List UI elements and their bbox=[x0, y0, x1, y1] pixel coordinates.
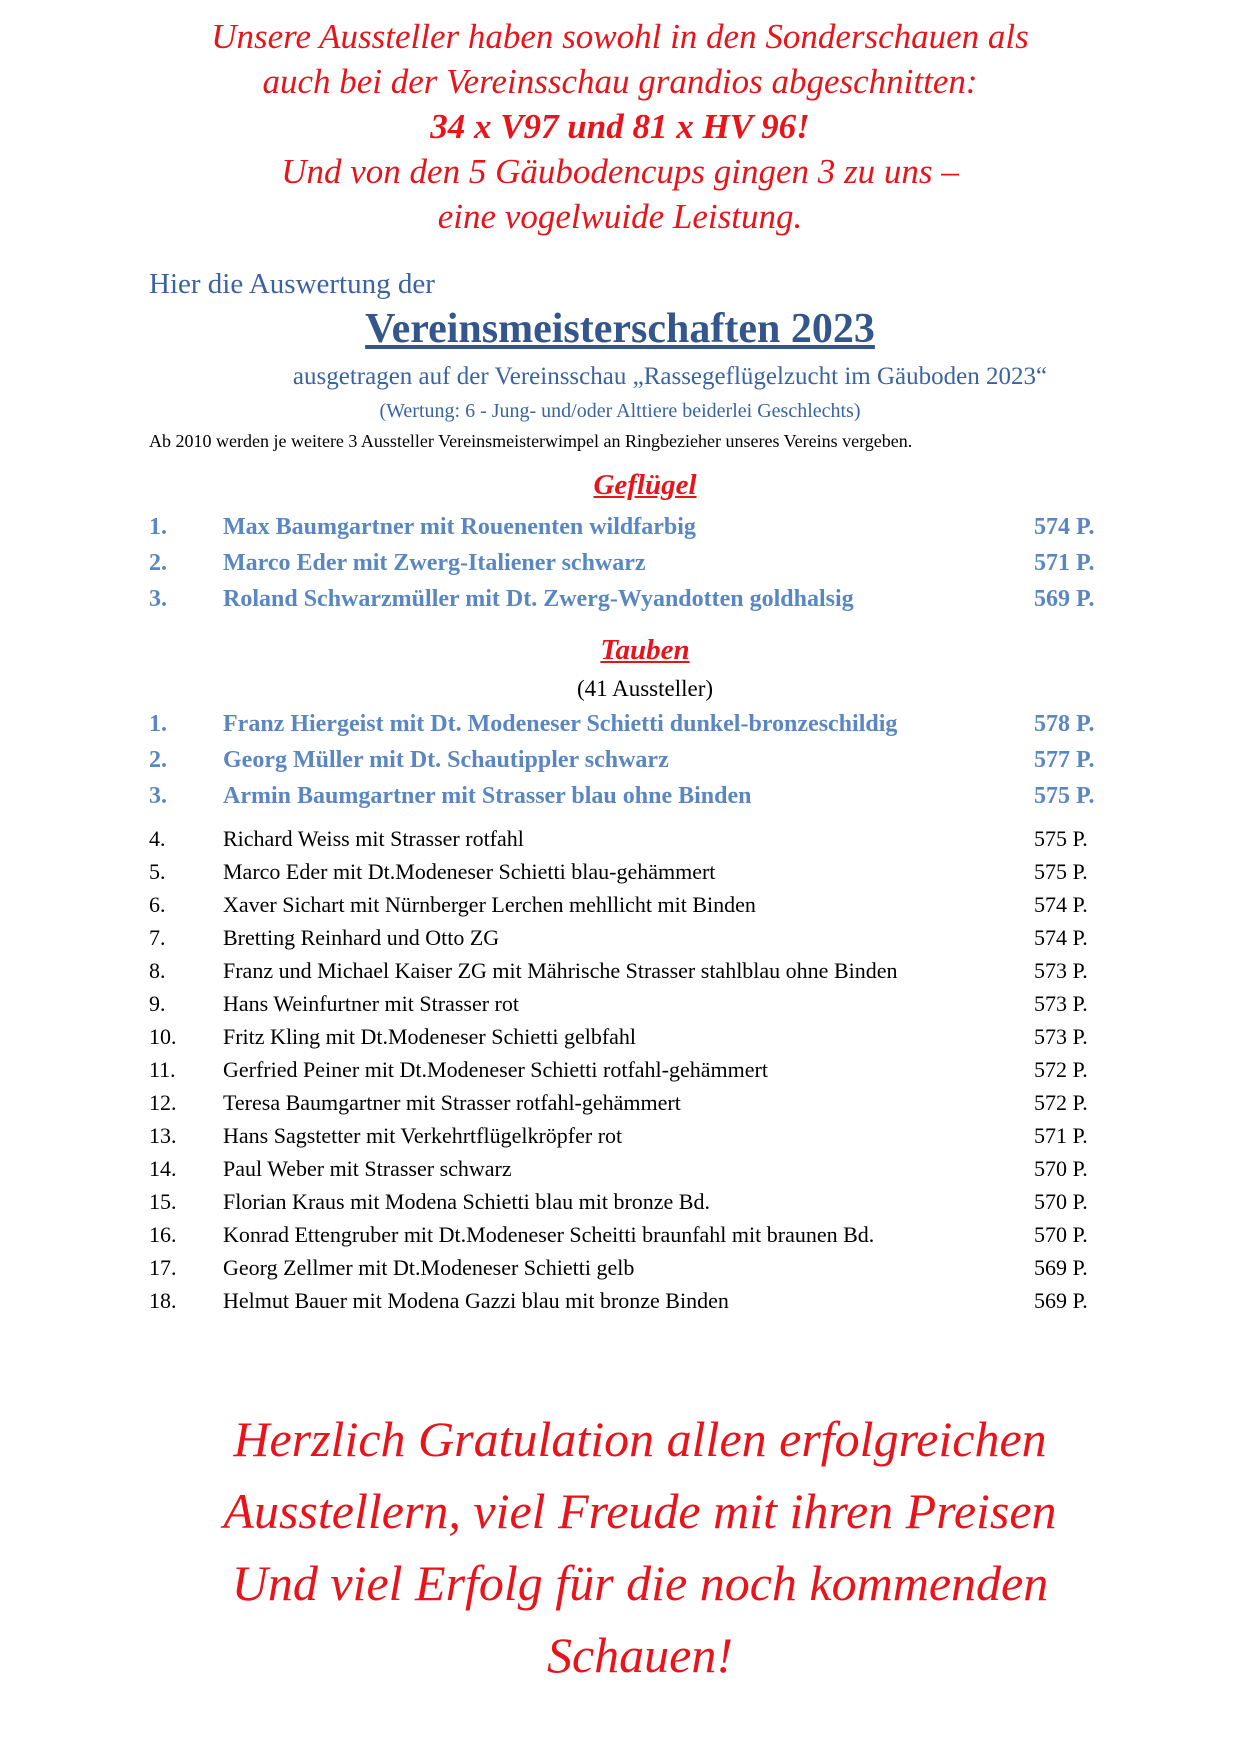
section-heading-tauben: Tauben bbox=[600, 634, 690, 666]
result-row bbox=[149, 1123, 1109, 1156]
result-row bbox=[149, 1024, 1109, 1057]
points: 571 P. bbox=[1034, 550, 1095, 576]
points: 573 P. bbox=[1034, 958, 1088, 983]
pennant-note: Ab 2010 werden je weitere 3 Aussteller Vereinsmeisterwimpel an Ringbezieher unseres Vereins vergeben. bbox=[149, 431, 913, 451]
entry: Max Baumgartner mit Rouenenten wildfarbig bbox=[223, 514, 696, 540]
result-row bbox=[149, 1288, 1109, 1321]
points: 572 P. bbox=[1034, 1057, 1088, 1082]
intro-line-1: Unsere Aussteller haben sowohl in den Sonderschauen als bbox=[211, 17, 1029, 56]
rank: 18. bbox=[149, 1288, 177, 1313]
intro-line-4: Und von den 5 Gäubodencups gingen 3 zu uns – bbox=[281, 152, 959, 191]
result-row bbox=[149, 586, 1109, 622]
entry: Hans Weinfurtner mit Strasser rot bbox=[223, 991, 519, 1016]
rank: 3. bbox=[149, 586, 167, 612]
rank: 2. bbox=[149, 747, 167, 773]
result-row bbox=[149, 1222, 1109, 1255]
rank: 8. bbox=[149, 958, 166, 983]
rank: 4. bbox=[149, 826, 166, 851]
result-row bbox=[149, 991, 1109, 1024]
points: 575 P. bbox=[1034, 826, 1088, 851]
entry: Xaver Sichart mit Nürnberger Lerchen mehllicht mit Binden bbox=[223, 892, 756, 917]
result-row bbox=[149, 783, 1109, 819]
rank: 16. bbox=[149, 1222, 177, 1247]
result-row bbox=[149, 859, 1109, 892]
scoring-note: (Wertung: 6 - Jung- und/oder Alttiere beiderlei Geschlechts) bbox=[379, 400, 861, 422]
closing-message bbox=[140, 1403, 1140, 1691]
result-row bbox=[149, 1057, 1109, 1090]
section-heading-geflugel: Geflügel bbox=[593, 469, 697, 501]
rank: 13. bbox=[149, 1123, 177, 1148]
points: 570 P. bbox=[1034, 1156, 1088, 1181]
rank: 2. bbox=[149, 550, 167, 576]
rank: 1. bbox=[149, 711, 167, 737]
result-row bbox=[149, 550, 1109, 586]
entry: Florian Kraus mit Modena Schietti blau mit bronze Bd. bbox=[223, 1189, 710, 1214]
result-row bbox=[149, 1090, 1109, 1123]
closing-line-3: Und viel Erfolg für die noch kommenden bbox=[231, 1555, 1049, 1611]
points: 574 P. bbox=[1034, 514, 1095, 540]
result-row bbox=[149, 711, 1109, 747]
rank: 1. bbox=[149, 514, 167, 540]
result-row bbox=[149, 826, 1109, 859]
result-row bbox=[149, 514, 1109, 550]
entry: Helmut Bauer mit Modena Gazzi blau mit bronze Binden bbox=[223, 1288, 729, 1313]
points: 570 P. bbox=[1034, 1222, 1088, 1247]
points: 575 P. bbox=[1034, 783, 1095, 809]
entry: Georg Müller mit Dt. Schautippler schwarz bbox=[223, 747, 669, 773]
result-row bbox=[149, 892, 1109, 925]
closing-line-2: Ausstellern, viel Freude mit ihren Preisen bbox=[223, 1483, 1057, 1539]
entry: Teresa Baumgartner mit Strasser rotfahl-gehämmert bbox=[223, 1090, 681, 1115]
points: 569 P. bbox=[1034, 1288, 1088, 1313]
intro-highlight: 34 x V97 und 81 x HV 96! bbox=[430, 107, 810, 146]
rank: 15. bbox=[149, 1189, 177, 1214]
result-row bbox=[149, 1255, 1109, 1288]
points: 569 P. bbox=[1034, 1255, 1088, 1280]
entry: Marco Eder mit Zwerg-Italiener schwarz bbox=[223, 550, 646, 576]
points: 575 P. bbox=[1034, 859, 1088, 884]
entry: Franz und Michael Kaiser ZG mit Mährische Strasser stahlblau ohne Binden bbox=[223, 958, 898, 983]
intro-line-2: auch bei der Vereinsschau grandios abgeschnitten: bbox=[262, 62, 978, 101]
entry: Gerfried Peiner mit Dt.Modeneser Schietti rotfahl-gehämmert bbox=[223, 1057, 768, 1082]
points: 572 P. bbox=[1034, 1090, 1088, 1115]
entry: Konrad Ettengruber mit Dt.Modeneser Scheitti braunfahl mit braunen Bd. bbox=[223, 1222, 875, 1247]
closing-line-1: Herzlich Gratulation allen erfolgreichen bbox=[233, 1411, 1047, 1467]
entry: Armin Baumgartner mit Strasser blau ohne Binden bbox=[223, 783, 752, 809]
points: 574 P. bbox=[1034, 925, 1088, 950]
entry: Hans Sagstetter mit Verkehrtflügelkröpfer rot bbox=[223, 1123, 623, 1148]
points: 571 P. bbox=[1034, 1123, 1088, 1148]
rank: 7. bbox=[149, 925, 166, 950]
page-title: Vereinsmeisterschaften 2023 bbox=[365, 306, 875, 352]
intro-line-5: eine vogelwuide Leistung. bbox=[437, 197, 803, 236]
result-row bbox=[149, 958, 1109, 991]
points: 569 P. bbox=[1034, 586, 1095, 612]
rank: 9. bbox=[149, 991, 166, 1016]
rank: 11. bbox=[149, 1057, 176, 1082]
points: 577 P. bbox=[1034, 747, 1095, 773]
points: 574 P. bbox=[1034, 892, 1088, 917]
result-row bbox=[149, 1156, 1109, 1189]
points: 578 P. bbox=[1034, 711, 1095, 737]
points: 573 P. bbox=[1034, 1024, 1088, 1049]
entry: Bretting Reinhard und Otto ZG bbox=[223, 925, 500, 950]
rank: 5. bbox=[149, 859, 166, 884]
rank: 17. bbox=[149, 1255, 177, 1280]
points: 570 P. bbox=[1034, 1189, 1088, 1214]
points: 573 P. bbox=[1034, 991, 1088, 1016]
entry: Georg Zellmer mit Dt.Modeneser Schietti gelb bbox=[223, 1255, 635, 1280]
rank: 12. bbox=[149, 1090, 177, 1115]
exhibitor-count: (41 Aussteller) bbox=[576, 676, 714, 701]
result-row bbox=[149, 747, 1109, 783]
entry: Marco Eder mit Dt.Modeneser Schietti blau-gehämmert bbox=[223, 859, 716, 884]
entry: Paul Weber mit Strasser schwarz bbox=[223, 1156, 512, 1181]
rank: 3. bbox=[149, 783, 167, 809]
intro-block bbox=[120, 14, 1120, 239]
result-row bbox=[149, 925, 1109, 958]
rank: 6. bbox=[149, 892, 166, 917]
entry: Roland Schwarzmüller mit Dt. Zwerg-Wyandotten goldhalsig bbox=[223, 586, 854, 612]
entry: Fritz Kling mit Dt.Modeneser Schietti gelbfahl bbox=[223, 1024, 637, 1049]
entry: Richard Weiss mit Strasser rotfahl bbox=[223, 826, 524, 851]
result-row bbox=[149, 1189, 1109, 1222]
subtitle: ausgetragen auf der Vereinsschau „Rassegeflügelzucht im Gäuboden 2023“ bbox=[292, 363, 1048, 390]
rank: 10. bbox=[149, 1024, 177, 1049]
closing-line-4: Schauen! bbox=[546, 1627, 734, 1683]
rank: 14. bbox=[149, 1156, 177, 1181]
lead-text: Hier die Auswertung der bbox=[149, 268, 435, 300]
entry: Franz Hiergeist mit Dt. Modeneser Schietti dunkel-bronzeschildig bbox=[223, 711, 898, 737]
